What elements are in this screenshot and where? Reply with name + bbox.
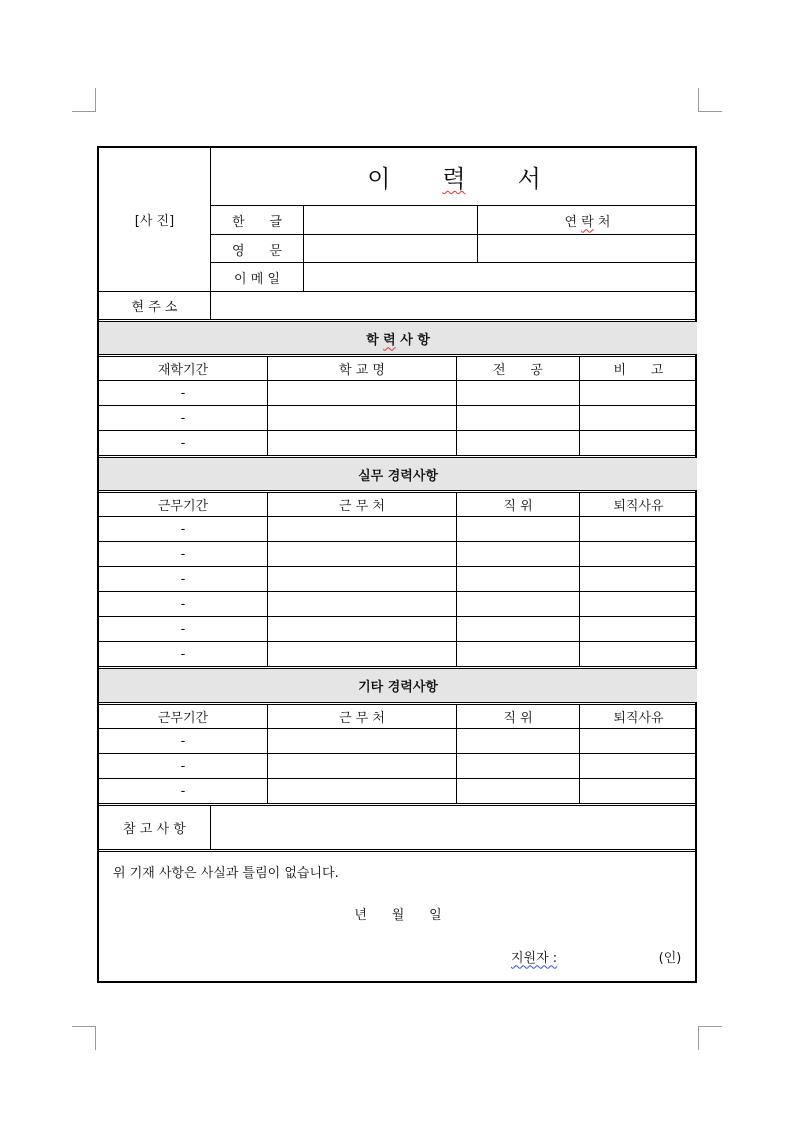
crop-mark-bottom-left	[72, 1026, 96, 1050]
other-row-2-period[interactable]: -	[180, 758, 186, 774]
address-label: 현 주 소	[131, 300, 178, 315]
title-char-1: 이	[367, 165, 391, 193]
contact-label-part: 연	[564, 214, 582, 230]
declaration-statement: 위 기재 사항은 사실과 틀림이 없습니다.	[113, 865, 339, 881]
work-row-5-reason[interactable]	[580, 617, 697, 641]
work-row-4-period[interactable]: -	[180, 596, 186, 612]
education-row-3-school[interactable]	[268, 431, 456, 455]
work-row-2-company[interactable]	[268, 542, 456, 566]
other-section-header: 기타 경력사항	[358, 680, 438, 695]
work-row-6-company[interactable]	[268, 642, 456, 666]
work-row-4-position[interactable]	[457, 592, 579, 616]
work-row-2-reason[interactable]	[580, 542, 697, 566]
education-row-1-note[interactable]	[580, 381, 697, 405]
work-row-4-company[interactable]	[268, 592, 456, 616]
korean-name-label: 한 글	[232, 214, 282, 230]
other-row-1-period[interactable]: -	[180, 733, 186, 749]
work-row-1-period[interactable]: -	[180, 521, 186, 537]
remarks-field[interactable]	[211, 806, 697, 849]
other-row-1-company[interactable]	[268, 729, 456, 753]
contact-label-part: 처	[593, 214, 611, 230]
title-char-3: 서	[517, 165, 541, 193]
document-title	[211, 148, 697, 205]
work-row-3-reason[interactable]	[580, 567, 697, 591]
english-name-label: 영 문	[232, 243, 282, 259]
contact-label-part: 락	[581, 214, 594, 230]
education-row-2-period[interactable]: -	[180, 410, 186, 426]
resume-form	[97, 146, 697, 983]
address-field[interactable]	[211, 292, 697, 319]
work-col-period: 근무기간	[157, 499, 209, 514]
education-col-note: 비 고	[613, 363, 664, 378]
work-row-3-position[interactable]	[457, 567, 579, 591]
other-row-2-reason[interactable]	[580, 754, 697, 778]
work-row-4-reason[interactable]	[580, 592, 697, 616]
crop-mark-top-left	[72, 88, 96, 112]
other-row-3-company[interactable]	[268, 779, 456, 803]
work-row-2-position[interactable]	[457, 542, 579, 566]
work-row-2-period[interactable]: -	[180, 546, 186, 562]
remarks-label: 참 고 사 항	[123, 822, 186, 837]
education-row-3-period[interactable]: -	[180, 435, 186, 451]
applicant-label	[511, 945, 575, 967]
education-col-period: 재학기간	[157, 363, 209, 378]
work-row-1-company[interactable]	[268, 517, 456, 541]
other-row-2-company[interactable]	[268, 754, 456, 778]
work-row-6-reason[interactable]	[580, 642, 697, 666]
work-row-3-company[interactable]	[268, 567, 456, 591]
title-char-2: 력	[442, 165, 466, 193]
other-row-1-position[interactable]	[457, 729, 579, 753]
work-section-header: 실무 경력사항	[358, 468, 438, 484]
education-row-1-school[interactable]	[268, 381, 456, 405]
work-row-1-position[interactable]	[457, 517, 579, 541]
section-title-part: 력	[383, 332, 396, 348]
education-row-1-period[interactable]: -	[180, 385, 186, 401]
email-label: 이 메 일	[234, 271, 280, 287]
english-name-field[interactable]	[304, 235, 477, 263]
work-row-5-company[interactable]	[268, 617, 456, 641]
work-row-3-period[interactable]: -	[180, 571, 186, 587]
education-row-3-major[interactable]	[457, 431, 579, 455]
other-col-reason: 퇴직사유	[613, 711, 664, 726]
education-row-1-major[interactable]	[457, 381, 579, 405]
section-title-part: 학	[366, 332, 384, 348]
other-row-1-reason[interactable]	[580, 729, 697, 753]
education-row-2-school[interactable]	[268, 406, 456, 430]
education-col-major: 전 공	[493, 363, 543, 378]
contact-label	[478, 206, 697, 234]
other-col-position: 직 위	[503, 711, 533, 726]
education-row-2-note[interactable]	[580, 406, 697, 430]
email-field[interactable]	[304, 263, 697, 291]
other-col-company: 근 무 처	[339, 711, 385, 726]
photo-label: [사 진]	[134, 214, 175, 229]
other-row-3-period[interactable]: -	[180, 783, 186, 799]
work-row-1-reason[interactable]	[580, 517, 697, 541]
section-title-part: 사 항	[395, 332, 430, 348]
applicant-label-text: 지원자 :	[511, 950, 558, 966]
work-row-5-period[interactable]: -	[180, 621, 186, 637]
work-col-position: 직 위	[503, 499, 533, 514]
work-col-company: 근 무 처	[339, 499, 385, 514]
education-col-school: 학 교 명	[339, 363, 385, 378]
photo-cell[interactable]	[99, 148, 210, 291]
applicant-signature-field[interactable]	[575, 945, 655, 967]
crop-mark-bottom-right	[698, 1026, 722, 1050]
education-row-3-note[interactable]	[580, 431, 697, 455]
education-section-header	[99, 322, 697, 354]
other-col-period: 근무기간	[157, 711, 209, 726]
work-row-6-period[interactable]: -	[180, 646, 186, 662]
work-row-5-position[interactable]	[457, 617, 579, 641]
work-row-6-position[interactable]	[457, 642, 579, 666]
other-row-3-position[interactable]	[457, 779, 579, 803]
other-row-2-position[interactable]	[457, 754, 579, 778]
contact-field[interactable]	[478, 235, 697, 263]
work-col-reason: 퇴직사유	[613, 499, 664, 514]
korean-name-field[interactable]	[304, 206, 477, 234]
seal-mark: (인)	[658, 950, 682, 966]
education-row-2-major[interactable]	[457, 406, 579, 430]
declaration-date: 년 월 일	[354, 907, 442, 923]
other-row-3-reason[interactable]	[580, 779, 697, 803]
crop-mark-top-right	[698, 88, 722, 112]
